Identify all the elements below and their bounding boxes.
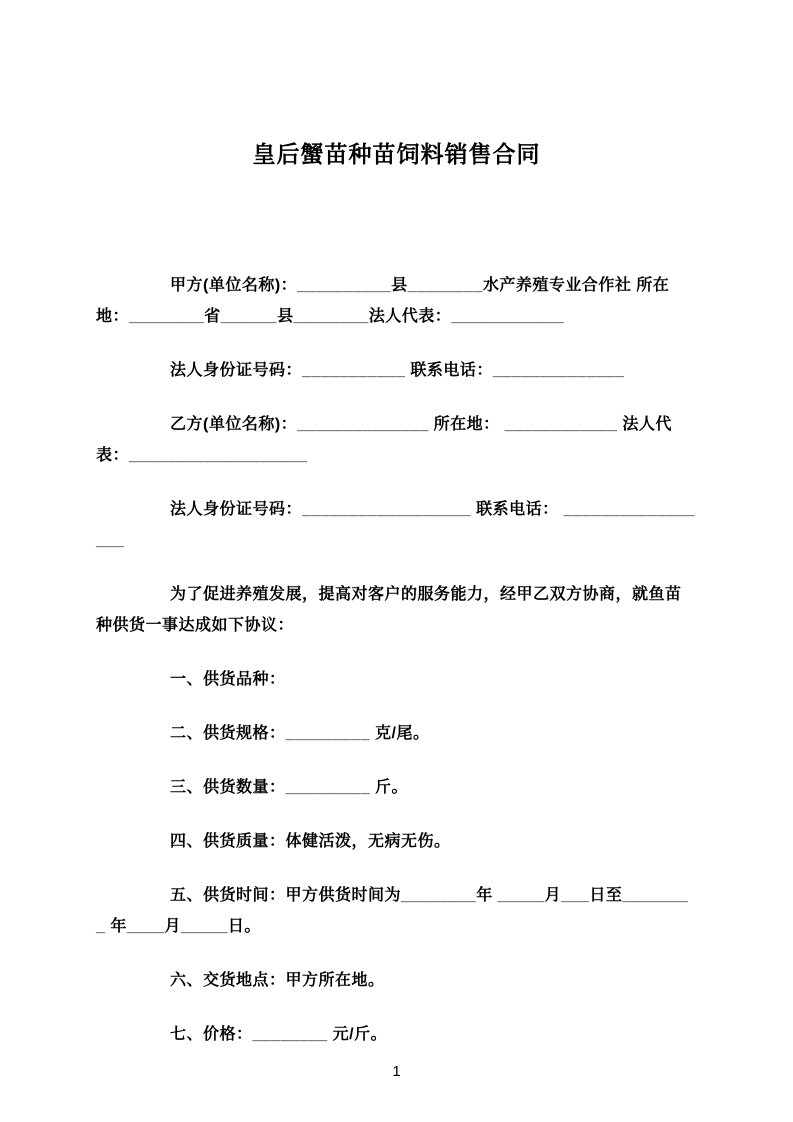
- clause-7-price: 七、价格：________ 元/斤。: [170, 1026, 388, 1043]
- clause-2-supply-spec: 二、供货规格：_________ 克/尾。: [170, 725, 430, 742]
- document-body: [96, 270, 697, 1050]
- clause-1-supply-variety: 一、供货品种：: [170, 671, 286, 688]
- paragraph-party-a-id-phone: 法人身份证号码：___________ 联系电话：______________: [170, 362, 625, 379]
- paragraph-preamble: 为了促进养殖发展，提高对客户的服务能力，经甲乙双方协商，就鱼苗种供货一事达成如下协议：: [96, 586, 682, 634]
- paragraph-party-a: 甲方(单位名称)：__________县________水产养殖专业合作社 所在地：________省______县________法人代表：____________: [96, 277, 670, 325]
- clause-6-delivery-place: 六、交货地点：甲方所在地。: [170, 972, 385, 989]
- page-number: 1: [392, 1063, 401, 1080]
- clause-5-supply-time: 五、供货时间：甲方供货时间为________年 _____月___日至________ 年____月_____日。: [96, 887, 689, 935]
- clause-3-supply-quantity: 三、供货数量：_________ 斤。: [170, 779, 409, 796]
- paragraph-party-b-id-phone: 法人身份证号码：__________________ 联系电话： _________________: [96, 501, 696, 549]
- paragraph-party-b: 乙方(单位名称)：______________ 所在地： ____________ 法人代表：___________________: [96, 416, 672, 464]
- document-title: 皇后蟹苗种苗饲料销售合同: [252, 141, 541, 167]
- clause-4-supply-quality: 四、供货质量：体健活泼，无病无伤。: [170, 833, 451, 850]
